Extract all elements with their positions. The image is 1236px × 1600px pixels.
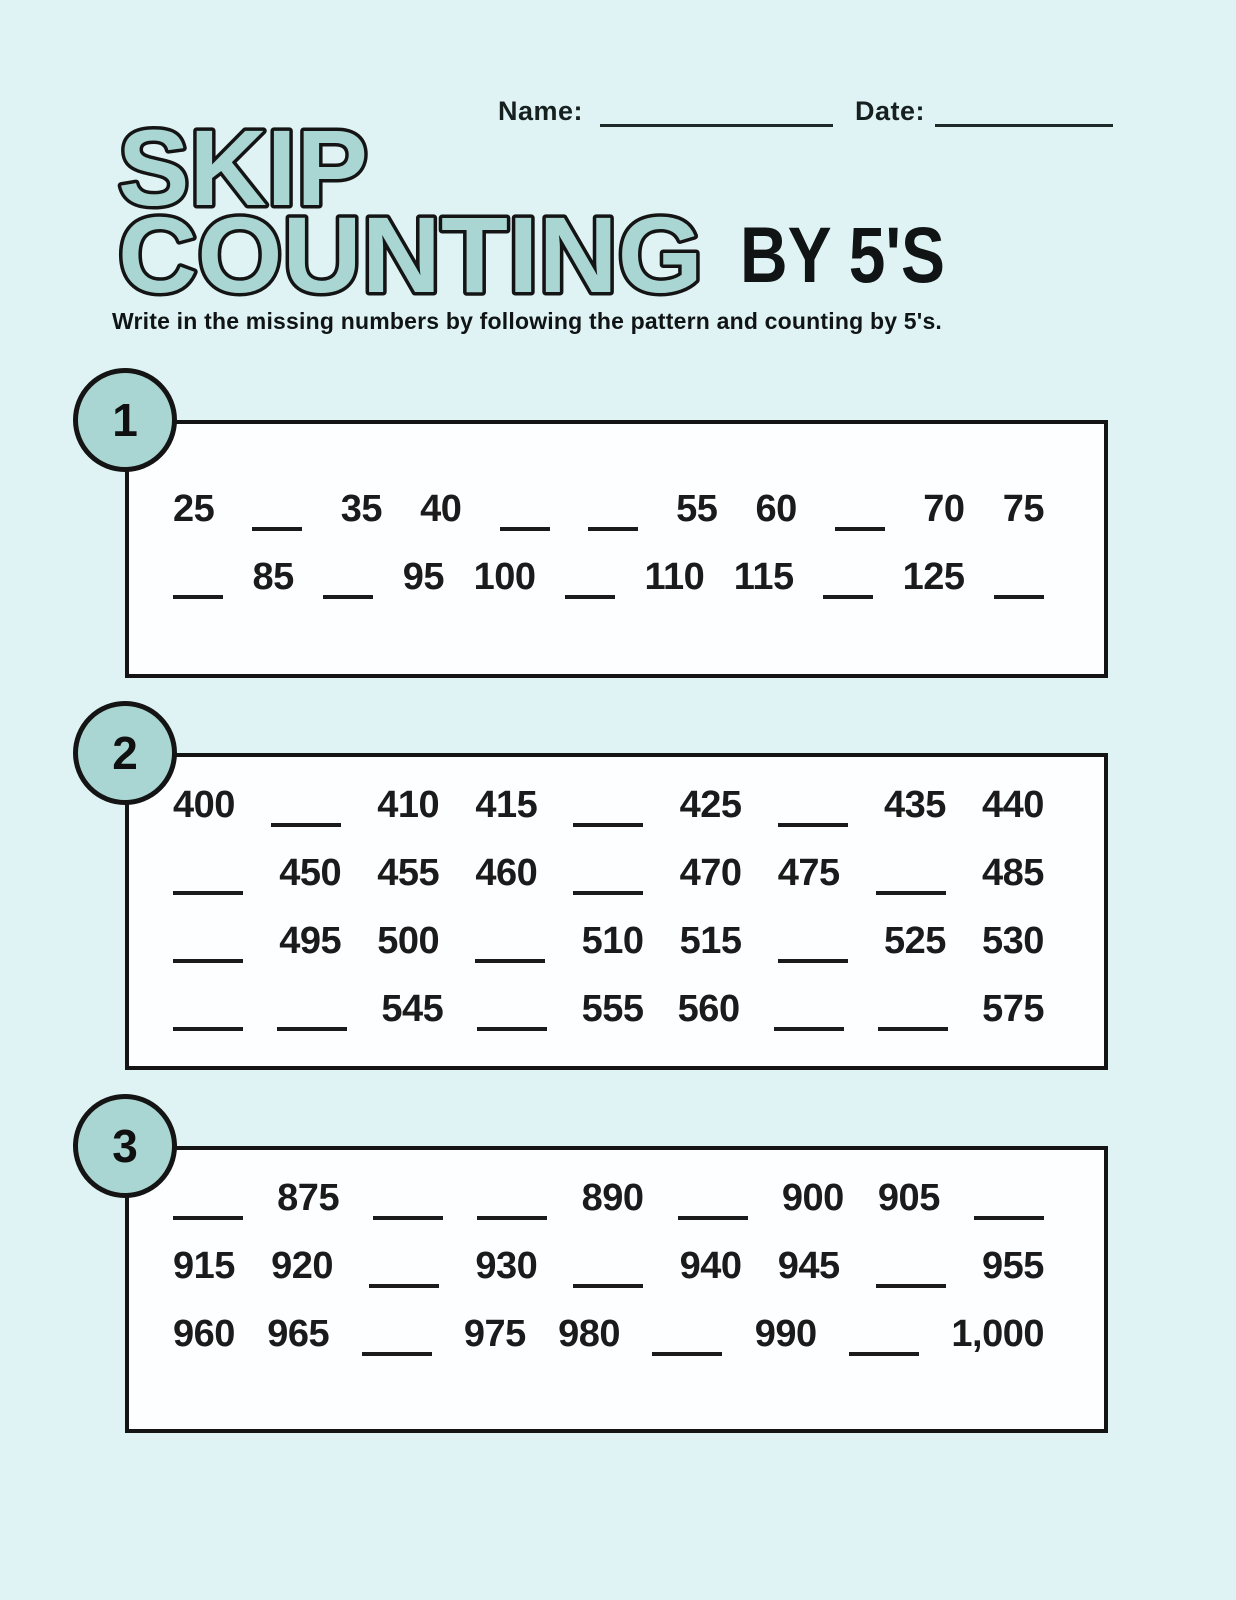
- number-value: 975: [463, 1313, 526, 1355]
- number-row: [173, 555, 1044, 599]
- blank-answer-line[interactable]: [475, 921, 545, 963]
- number-value: 410: [377, 784, 440, 826]
- number-value: 515: [679, 920, 742, 962]
- number-value: 425: [679, 784, 742, 826]
- name-label: Name:: [498, 96, 584, 126]
- blank-answer-line[interactable]: [373, 1178, 443, 1220]
- blank-answer-line[interactable]: [362, 1314, 432, 1356]
- blank-answer-line[interactable]: [994, 557, 1044, 599]
- number-value: 25: [173, 488, 215, 530]
- blank-answer-line[interactable]: [323, 557, 373, 599]
- number-value: 75: [1002, 488, 1044, 530]
- blank-answer-line[interactable]: [573, 785, 643, 827]
- number-value: 455: [377, 852, 440, 894]
- number-row: [173, 851, 1044, 895]
- number-value: 435: [883, 784, 946, 826]
- blank-answer-line[interactable]: [778, 785, 848, 827]
- number-value: 940: [679, 1245, 742, 1287]
- blank-answer-line[interactable]: [573, 1246, 643, 1288]
- blank-answer-line[interactable]: [173, 1178, 243, 1220]
- number-value: 905: [877, 1177, 940, 1219]
- number-value: 900: [781, 1177, 844, 1219]
- number-value: 475: [777, 852, 840, 894]
- blank-answer-line[interactable]: [774, 989, 844, 1031]
- number-value: 125: [902, 556, 965, 598]
- section-number: 2: [112, 727, 138, 779]
- number-value: 555: [581, 988, 644, 1030]
- blank-answer-line[interactable]: [573, 853, 643, 895]
- number-value: 60: [755, 488, 797, 530]
- title-line2: COUNTING: [118, 194, 703, 310]
- number-row: [173, 919, 1044, 963]
- number-value: 470: [679, 852, 742, 894]
- blank-answer-line[interactable]: [500, 489, 550, 531]
- blank-answer-line[interactable]: [823, 557, 873, 599]
- number-value: 930: [475, 1245, 538, 1287]
- exercise-section-1: [112, 394, 1108, 678]
- number-value: 70: [923, 488, 965, 530]
- blank-answer-line[interactable]: [477, 989, 547, 1031]
- blank-answer-line[interactable]: [974, 1178, 1044, 1220]
- blank-answer-line[interactable]: [277, 989, 347, 1031]
- number-value: 495: [279, 920, 342, 962]
- number-row: [173, 1244, 1044, 1288]
- blank-answer-line[interactable]: [876, 853, 946, 895]
- number-value: 95: [402, 556, 445, 598]
- blank-answer-line[interactable]: [369, 1246, 439, 1288]
- instructions-text: Write in the missing numbers by following the pattern and counting by 5's.: [112, 308, 943, 334]
- blank-answer-line[interactable]: [173, 921, 243, 963]
- number-value: 525: [883, 920, 946, 962]
- blank-answer-line[interactable]: [678, 1178, 748, 1220]
- number-value: 915: [173, 1245, 235, 1287]
- number-value: 945: [777, 1245, 840, 1287]
- date-label: Date:: [855, 96, 926, 126]
- number-value: 890: [581, 1177, 644, 1219]
- number-value: 415: [475, 784, 538, 826]
- number-value: 460: [475, 852, 538, 894]
- number-value: 510: [581, 920, 644, 962]
- section-number: 3: [112, 1120, 138, 1172]
- number-value: 85: [252, 556, 294, 598]
- number-value: 1,000: [951, 1313, 1044, 1355]
- number-row: [173, 987, 1044, 1031]
- number-value: 875: [277, 1177, 340, 1219]
- number-value: 100: [473, 556, 536, 598]
- blank-answer-line[interactable]: [835, 489, 885, 531]
- number-value: 530: [982, 920, 1044, 962]
- blank-answer-line[interactable]: [173, 853, 243, 895]
- exercise-section-3: [112, 1120, 1108, 1433]
- page-title: [112, 115, 1072, 310]
- number-value: 40: [420, 488, 462, 530]
- rows: [129, 757, 1104, 1066]
- rows: [129, 424, 1104, 674]
- number-row: [173, 487, 1044, 531]
- number-value: 115: [733, 556, 794, 598]
- rows: [129, 1150, 1104, 1429]
- title-suffix: BY 5'S: [740, 210, 945, 299]
- blank-answer-line[interactable]: [652, 1314, 722, 1356]
- blank-answer-line[interactable]: [878, 989, 948, 1031]
- exercise-section-2: [112, 727, 1108, 1070]
- section-number-badge: [73, 1094, 177, 1198]
- number-value: 35: [340, 488, 382, 530]
- number-value: 965: [267, 1313, 330, 1355]
- number-value: 400: [173, 784, 235, 826]
- blank-answer-line[interactable]: [477, 1178, 547, 1220]
- number-value: 110: [644, 556, 705, 598]
- blank-answer-line[interactable]: [173, 557, 223, 599]
- section-number: 1: [112, 394, 138, 446]
- blank-answer-line[interactable]: [876, 1246, 946, 1288]
- number-row: [173, 1176, 1044, 1220]
- blank-answer-line[interactable]: [849, 1314, 919, 1356]
- blank-answer-line[interactable]: [252, 489, 302, 531]
- blank-answer-line[interactable]: [778, 921, 848, 963]
- number-value: 485: [982, 852, 1044, 894]
- number-value: 55: [676, 488, 718, 530]
- number-row: [173, 1312, 1044, 1356]
- section-number-badge: [73, 368, 177, 472]
- blank-answer-line[interactable]: [271, 785, 341, 827]
- number-value: 560: [677, 988, 740, 1030]
- section-number-badge: [73, 701, 177, 805]
- number-value: 980: [558, 1313, 621, 1355]
- number-value: 920: [271, 1245, 333, 1287]
- number-value: 450: [279, 852, 342, 894]
- number-value: 575: [982, 988, 1044, 1030]
- number-value: 990: [754, 1313, 817, 1355]
- number-row: [173, 783, 1044, 827]
- number-value: 500: [377, 920, 440, 962]
- number-value: 545: [381, 988, 444, 1030]
- number-value: 960: [173, 1313, 235, 1355]
- blank-answer-line[interactable]: [565, 557, 615, 599]
- blank-answer-line[interactable]: [588, 489, 638, 531]
- blank-answer-line[interactable]: [173, 989, 243, 1031]
- number-value: 440: [982, 784, 1044, 826]
- title-line1: SKIP: [118, 115, 368, 228]
- number-value: 955: [982, 1245, 1044, 1287]
